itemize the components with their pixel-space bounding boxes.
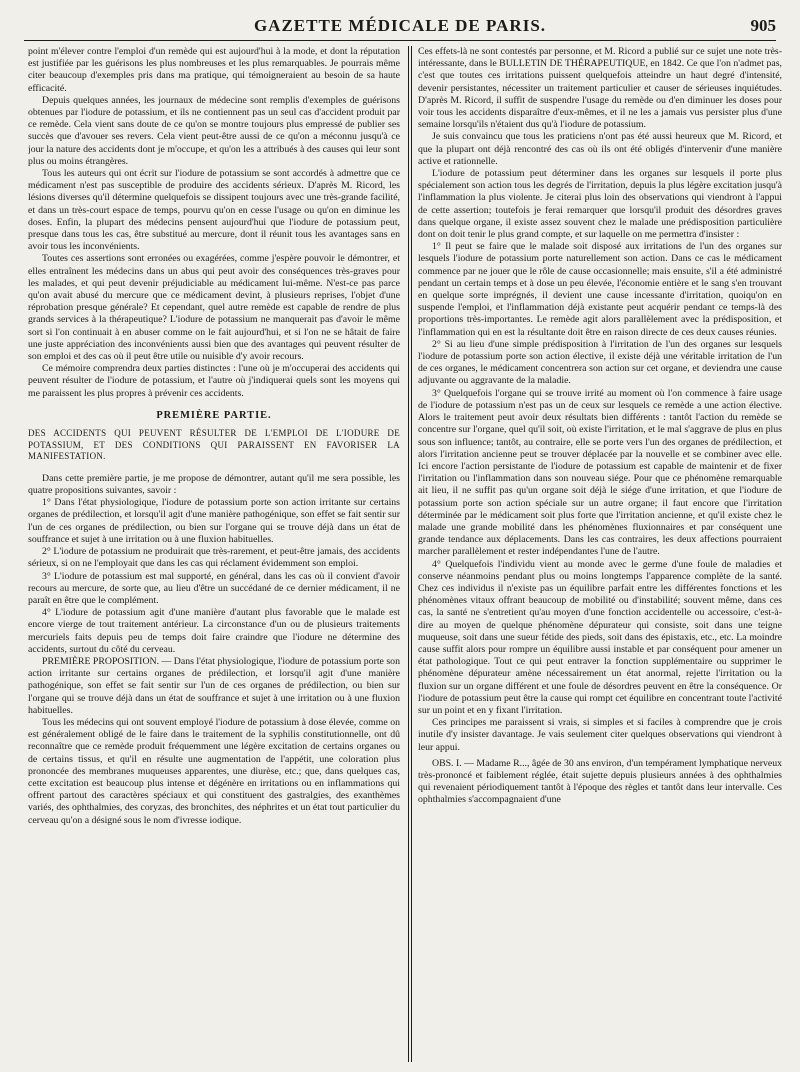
paragraph: 2° Si au lieu d'une simple prédisposition à l'irritation de l'un des organes sur lesquels l'iodure de potassium porte son action élective, il existe déjà une véritable irritation de l'un de ces organes, le médicament concentrera son action sur cet organe, et deviendra une cause adjuvante ou aggravante de la maladie. bbox=[418, 338, 782, 387]
paragraph: point m'élever contre l'emploi d'un remède qui est aujourd'hui à la mode, et dont la réputation est justifiée par les guérisons les plus nombreuses et les plus remarquables. Je pourrais même citer beaucoup d'exemples pris dans ma pratique, qui témoigneraient au besoin de sa haute efficacité. bbox=[28, 46, 400, 94]
column-divider bbox=[408, 46, 409, 1062]
paragraph: 3° L'iodure de potassium est mal supporté, en général, dans les cas où il convient d'avoir recours au mercure, de sorte que, au lieu d'être un succédané de ce dernier médicament, il ne paraît en être que le complément. bbox=[28, 570, 400, 606]
paragraph: Depuis quelques années, les journaux de médecine sont remplis d'exemples de guérisons obtenues par l'iodure de potassium, et ils ne contiennent pas un seul cas d'accident produit par ce remède. Cela vient sans doute de ce qu'on se montre toujours plus empressé de publier ses succès que d'avouer ses revers. Cela vient peut-être aussi de ce qu'on a méconnu jusqu'à ce jour la nature des accidents dont je m'occupe, et qu'on les a attribués à des causes qui leur sont plus ou moins étrangères. bbox=[28, 94, 400, 167]
section-heading: PREMIÈRE PARTIE. bbox=[156, 409, 272, 421]
paragraph: Ces principes me paraissent si vrais, si simples et si faciles à comprendre que je crois inutile d'y insister davantage. Je vais seulement citer quelques observations qui viendront à leur appui. bbox=[418, 717, 782, 753]
left-column bbox=[28, 46, 400, 1064]
paragraph: 1° Dans l'état physiologique, l'iodure de potassium porte son action irritante sur certains organes de prédilection, et lorsqu'il agit d'une manière pathogénique, son effet se fait sentir sur l'un de ces organes de prédilection, ou bien sur l'organe qui se trouve déjà dans un état de souffrance et sujet à une irritation ou à une fluxion habituelles. bbox=[28, 497, 400, 545]
column-divider-second-line bbox=[411, 46, 412, 1062]
paragraph: Ce mémoire comprendra deux parties distinctes : l'une où je m'occuperai des accidents qui peuvent résulter de l'iodure de potassium, et l'autre où j'indiquerai quels sont les moyens qui me paraissent les plus propres à prévenir ces accidents. bbox=[28, 363, 400, 399]
journal-title: GAZETTE MÉDICALE DE PARIS. bbox=[253, 16, 547, 35]
paragraph: Dans cette première partie, je me propose de démontrer, autant qu'il me sera possible, les quatre propositions suivantes, savoir : bbox=[28, 472, 400, 497]
paragraph: Ces effets-là ne sont contestés par personne, et M. Ricord a publié sur ce sujet une note très-intéressante, dans le BULLETIN DE THÉRAPEUTIQUE, en 1842. Ce que l'on n'admet pas, c'est que toutes ces irritations puissent quelquefois atteindre un haut degré d'intensité, devenir persistantes, nécessiter un traitement particulier et causer de sérieuses inquiétudes. D'après M. Ricord, il suffit de suspendre l'usage du remède ou d'en diminuer les doses pour voir tous les accidents disparaître d'eux-mêmes, et il ne les a jamais vus persister plus d'une semaine lorsqu'ils n'étaient dus qu'à l'iodure de potassium. bbox=[418, 46, 782, 131]
paragraph: Tous les auteurs qui ont écrit sur l'iodure de potassium se sont accordés à admettre que ce médicament n'est pas susceptible de produire des accidents sérieux. D'après M. Ricord, les lésions diverses qu'il détermine quelquefois se dissipent toujours avec une très-grande facilité, et dans un très-court espace de temps, pourvu qu'on en cesse l'usage ou qu'on en diminue les doses. Enfin, la plupart des médecins pensent aujourd'hui que l'iodure de potassium peut, presque dans tous les cas, être substitué au mercure, dont il réunit tous les avantages sans en avoir tous les inconvénients. bbox=[28, 168, 400, 253]
page-header bbox=[24, 12, 776, 41]
section-subheading: DES ACCIDENTS QUI PEUVENT RÉSULTER DE L'EMPLOI DE L'IODURE DE POTASSIUM, ET DES CONDITIONS QUI PARAISSENT EN FAVORISER LA MANIFESTATION. bbox=[28, 428, 400, 462]
observation-text: — Madame R..., âgée de 30 ans environ, d'un tempérament lymphatique nerveux très-prononcé et faiblement réglée, était sujette depuis plusieurs années à des ophthalmies qui revenaient périodiquement tantôt à l'époque des règles et tantôt dans leur intervalle. Ces ophthalmies s'accompagnaient d'une bbox=[418, 757, 782, 806]
paragraph: 2° L'iodure de potassium ne produirait que très-rarement, et peut-être jamais, des accidents sérieux, si on ne l'employait que dans les cas qui réclament évidemment son emploi. bbox=[28, 546, 400, 570]
paragraph: 4° Quelquefois l'individu vient au monde avec le germe d'une foule de maladies et conserve néanmoins pendant plus ou moins longtemps l'apparence complète de la santé. Chez ces individus il n'existe pas un équilibre parfait entre les différentes fonctions et les phénomènes vitaux offrant beaucoup de mobilité ou d'instabilité; souvent même, dans ces cas, la santé ne s'entretient qu'au moyen d'une fonction accidentelle ou accessoire, c'est-à-dire au moyen de quelque phénomène dépurateur qui consiste, soit dans une teigne muqueuse, soit dans une sueur fétide des pieds, soit dans des épistaxis, etc., etc. La moindre cause suffit alors pour rompre un équilibre aussi instable et par conséquent pour amener un état pathologique. Tout ce qui peut entraver la fonction supplémentaire ou supprimer le phénomène dépurateur amène nécessairement un état anormal, rejette l'irritation ou la fluxion sur un organe différent et une foule de désordres peuvent en être la conséquence. Or l'iodure de potassium peut être la cause qui rompt cet équilibre en concentrant toute l'activité sur un point et en y fixant l'irritation. bbox=[418, 558, 782, 716]
paragraph: Tous les médecins qui ont souvent employé l'iodure de potassium à dose élevée, comme on est généralement obligé de le faire dans le traitement de la syphilis constitutionnelle, ont dû reconnaître que ce remède produit fréquemment une légère excitation de certains organes ou de certains tissus, et qu'il en résulte une augmentation de l'appétit, une coloration plus prononcée des membranes muqueuses apparentes, une diurèse, etc.; que, dans quelques cas, cette excitation est beaucoup plus intense et dégénère en irritations ou en inflammations qui offrent partout des caractères spéciaux et qui constituent des gastralgies, des exanthèmes variés, des ophthalmies, des coryzas, des bronchites, des néphrites et un état tout particulier du cerveau qu'on a désigné sous le nom d'ivresse iodique. bbox=[28, 716, 400, 826]
paragraph: Toutes ces assertions sont erronées ou exagérées, comme j'espère pouvoir le démontrer, et elles entraînent les médecins dans un abus qui peut avoir des conséquences très-graves pour les malades, et qui peut devenir préjudiciable au médicament lui-même. N'est-ce pas parce qu'on avait abusé du mercure que ce médicament devint, à plusieurs reprises, l'objet d'une réprobation presque générale? Et cependant, quel autre remède est capable de rendre de plus grands services à la thérapeutique? L'iodure de potassium ne manquerait pas d'avoir le même sort si l'on continuait à en abuser comme on le fait aujourd'hui, et si l'on ne se hâtait de faire une juste appréciation des inconvénients aussi bien que des avantages qui peuvent résulter de son emploi et des cas où il peut être utile ou nuisible d'y avoir recours. bbox=[28, 253, 400, 363]
observation-paragraph bbox=[418, 758, 782, 807]
paragraph: Je suis convaincu que tous les praticiens n'ont pas été aussi heureux que M. Ricord, et que la plupart ont déjà rencontré des cas où ils ont été obligés d'intervenir d'une manière active et rationnelle. bbox=[418, 131, 782, 167]
paragraph: L'iodure de potassium peut déterminer dans les organes sur lesquels il porte plus spécialement son action tous les degrés de l'irritation, depuis la plus légère excitation jusqu'à l'inflammation la plus violente. Je citerai plus loin des observations qui viendront à l'appui de cette assertion; toutefois je ferai remarquer que lorsqu'il produit des désordres graves dans quelque organe, il existe assez souvent chez le malade une prédisposition particulière dont on doit tenir le plus grand compte, et sur laquelle on me permettra d'insister : bbox=[418, 168, 782, 241]
observation-label: OBS. I. bbox=[432, 757, 462, 769]
paragraph: 4° L'iodure de potassium agit d'une manière d'autant plus favorable que le malade est encore vierge de tout traitement antérieur. La circonstance d'un ou de plusieurs traitements mercuriels faits depuis peu de temps doit faire craindre que l'iodure ne détermine des accidents, surtout du côté du cerveau. bbox=[28, 607, 400, 655]
paragraph: 3° Quelquefois l'organe qui se trouve irrité au moment où l'on commence à faire usage de l'iodure de potassium n'est pas un de ceux sur lesquels ce remède a une action élective. Alors le traitement peut avoir deux résultats bien différents : tantôt l'action du remède se concentre sur l'organe, quel qu'il soit, où existe l'irritation, et le mal s'aggrave de plus en plus sous son influence; tantôt, au contraire, elle se porte vers l'un des organes de prédilection, et alors l'irritation ancienne peut se trouver déplacée par la nouvelle et se combiner avec elle. Ici encore l'action persistante de l'iodure de potassium est capable de maintenir et de fixer l'irritation ou l'inflammation dans son nouveau siége. Pour que ce phénomène remarquable ait lieu, il ne suffit pas qu'un organe soit déjà le siége d'une irritation, et que l'iodure de potassium porte son action spéciale sur un autre organe; il faut encore que l'irritation déterminée par le médicament soit plus forte que l'irritation ancienne, et qu'il existe chez le malade une grande mobilité dans les phénomènes fluxionnaires et par conséquent une grande tendance aux déplacements. Dans les cas contraires, les deux affections pourraient marcher parallèlement et rester indépendantes l'une de l'autre. bbox=[418, 387, 782, 558]
right-column bbox=[418, 46, 782, 1064]
proposition-paragraph bbox=[28, 656, 400, 717]
paragraph: 1° Il peut se faire que le malade soit disposé aux irritations de l'un des organes sur lesquels l'iodure de potassium porte naturellement son action. Dans ce cas le médicament commence par ne jouer que le rôle de cause occasionnelle; mais ensuite, s'il a été administré pendant un certain temps et à dose un peu élevée, l'économie entière et le sang s'en trouvant en quelque sorte imprégnés, il devient une cause incessante d'irritation, quoiqu'on en suspende l'emploi, et l'inflammation déjà existante peut acquérir pendant ce temps-là des proportions très-importantes. Le remède agit alors parallèlement avec la prédisposition, et l'inflammation qui en est la résultante doit être en raison directe de ces deux causes réunies. bbox=[418, 241, 782, 338]
proposition-label: PREMIÈRE PROPOSITION. bbox=[42, 655, 160, 667]
proposition-text: — Dans l'état physiologique, l'iodure de potassium porte son action irritante sur certains organes de prédilection, et lorsqu'il agit d'une manière pathogénique, son effet se fait sentir sur l'un de ces organes de prédilection, ou bien sur l'organe qui se trouve déjà dans un état de souffrance et sujet à une irritation ou à une fluxion habituelles. bbox=[28, 655, 400, 716]
page-number: 905 bbox=[750, 16, 776, 35]
